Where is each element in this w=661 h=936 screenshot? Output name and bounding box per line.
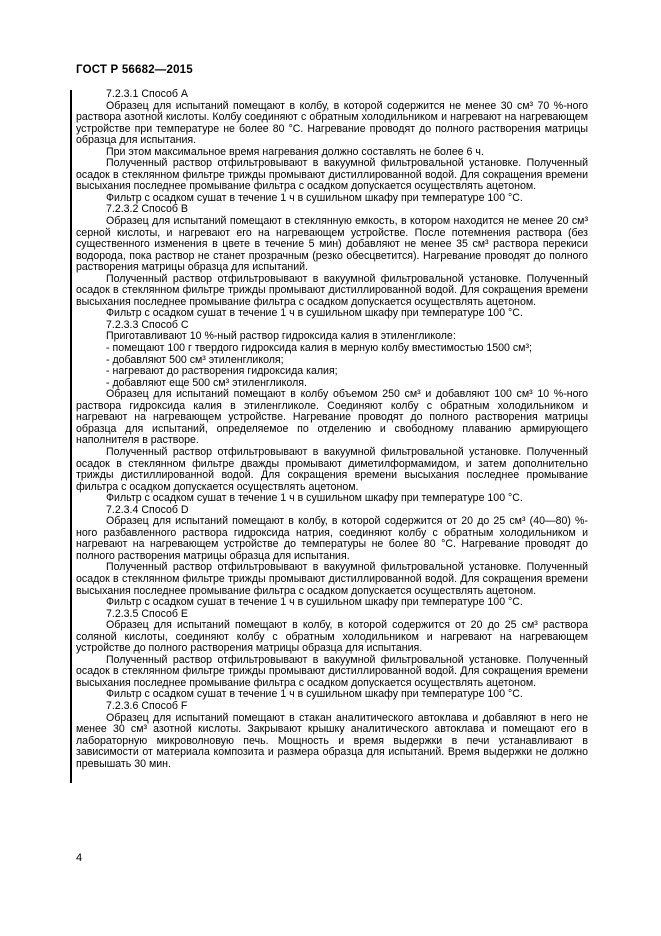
paragraph: Полученный раствор отфильтровывают в вакуумной фильтровальной установке. Полученный осадок в стеклянном фильтре дважды промывают диметилформамидом, и затем дополнительно трижды дистиллированной водой. Для сокращения времени высыхания последнее промывание фильтра с осадком допускается осуществлять ацетоном.	[76, 445, 588, 493]
paragraph: При этом максимальное время нагревания должно составлять не более 6 ч.	[106, 145, 484, 158]
paragraph: Образец для испытаний помещают в колбу объемом 250 см³ и добавляют 100 см³ 10 %-ного раствора гидроксида калия в этиленгликоле. Соединяют колбу с обратным холодильником и нагревают на нагревающем устройстве. Нагревание проводят до полного растворения матрицы образца для испытаний, определяемое по отделению и свободному плаванию армирующего наполнителя в растворе.	[76, 388, 588, 447]
paragraph: Полученный раствор отфильтровывают в вакуумной фильтровальной установке. Полученный осадок в стеклянном фильтре трижды промывают дистиллированной водой. Для сокращения времени высыхания последнее промывание фильтра с осадком допускается осуществлять ацетоном.	[76, 653, 588, 689]
section-heading-7-2-3-2: 7.2.3.2 Способ B	[106, 203, 189, 216]
section-heading-7-2-3-1: 7.2.3.1 Способ A	[106, 88, 189, 100]
section-heading-7-2-3-4: 7.2.3.4 Способ D	[106, 503, 189, 516]
paragraph: Образец для испытаний помещают в колбу, в которой содержится не менее 30 см³ 70 %-ного раствора азотной кислоты. Колбу соединяют с обратным холодильником и нагревают на нагревающем устройстве при температуре не более 80 °C. Нагревание проводят до полного растворения матрицы образца для испытания.	[76, 99, 588, 147]
list-item: - добавляют еще 500 см³ этиленгликоля.	[106, 376, 307, 389]
paragraph: Полученный раствор отфильтровывают в вакуумной фильтровальной установке. Полученный осадок в стеклянном фильтре трижды промывают дистиллированной водой. Для сокращения времени высыхания последнее промывание фильтра с осадком допускается осуществлять ацетоном.	[76, 272, 588, 308]
paragraph: Фильтр с осадком сушат в течение 1 ч в сушильном шкафу при температуре 100 °C.	[106, 596, 523, 609]
list-item: - добавляют 500 см³ этиленгликоля;	[106, 353, 284, 366]
document-header: ГОСТ Р 56682—2015	[76, 64, 193, 76]
change-bar	[70, 90, 72, 783]
paragraph: Полученный раствор отфильтровывают в вакуумной фильтровальной установке. Полученный осадок в стеклянном фильтре трижды промывают дистиллированной водой. Для сокращения времени высыхания последнее промывание фильтра с осадком допускается осуществлять ацетоном.	[76, 157, 588, 193]
paragraph: Фильтр с осадком сушат в течение 1 ч в сушильном шкафу при температуре 100 °C.	[106, 307, 523, 320]
section-heading-7-2-3-3: 7.2.3.3 Способ C	[106, 318, 189, 331]
paragraph: Образец для испытаний помещают в колбу, в которой содержится от 20 до 25 см³ (40—80) %-ного разбавленного раствора гидроксида натрия, соединяют колбу с обратным холодильником и нагревают на нагревающем устройстве до температуры не более 80 °C. Нагревание проводят до полного растворения матрицы образца для испытания.	[76, 515, 588, 562]
page-number: 4	[76, 852, 83, 864]
section-heading-7-2-3-6: 7.2.3.6 Способ F	[106, 699, 188, 712]
list-item: - нагревают до растворения гидроксида калия;	[106, 365, 338, 378]
paragraph: Фильтр с осадком сушат в течение 1 ч в сушильном шкафу при температуре 100 °C.	[106, 492, 523, 505]
list-item: - помещают 100 г твердого гидроксида калия в мерную колбу вместимостью 1500 см³;	[106, 342, 532, 355]
paragraph: Полученный раствор отфильтровывают в вакуумной фильтровальной установке. Полученный осадок в стеклянном фильтре трижды промывают дистиллированной водой. Для сокращения времени высыхания последнее промывание фильтра с осадком допускается осуществлять ацетоном.	[76, 561, 588, 597]
section-heading-7-2-3-5: 7.2.3.5 Способ E	[106, 607, 189, 620]
paragraph: Образец для испытаний помещают в стакан аналитического автоклава и добавляют в него не менее 30 см³ азотной кислоты. Закрывают крышку аналитического автоклава и помещают его в лабораторную микроволновую печь. Мощность и время выдержки в печи устанавливают в зависимости от материала композита и размера образца для испытаний. Время выдержки не должно превышать 30 мин.	[76, 711, 588, 770]
document-body	[76, 89, 588, 770]
paragraph: Фильтр с осадком сушат в течение 1 ч в сушильном шкафу при температуре 100 °C.	[106, 191, 523, 204]
paragraph: Приготавливают 10 %-ный раствор гидроксида калия в этиленгликоле:	[106, 330, 456, 343]
paragraph: Фильтр с осадком сушат в течение 1 ч в сушильном шкафу при температуре 100 °C.	[106, 688, 523, 701]
paragraph: Образец для испытаний помещают в стеклянную емкость, в котором находится не менее 20 см³ серной кислоты, и нагревают его на нагревающем устройстве. После потемнения раствора (без существенного изменения в цвете в течение 5 мин) добавляют не менее 35 см³ раствора перекиси водорода, пока раствор не станет прозрачным (резко обесцветится). Нагревание проводят до полного растворения матрицы образца для испытаний.	[76, 215, 588, 274]
paragraph: Образец для испытаний помещают в колбу, в которой содержится от 20 до 25 см³ раствора соляной кислоты, соединяют колбу с обратным холодильником и нагревают на нагревающем устройстве до полного растворения матрицы образца для испытания.	[76, 619, 588, 655]
